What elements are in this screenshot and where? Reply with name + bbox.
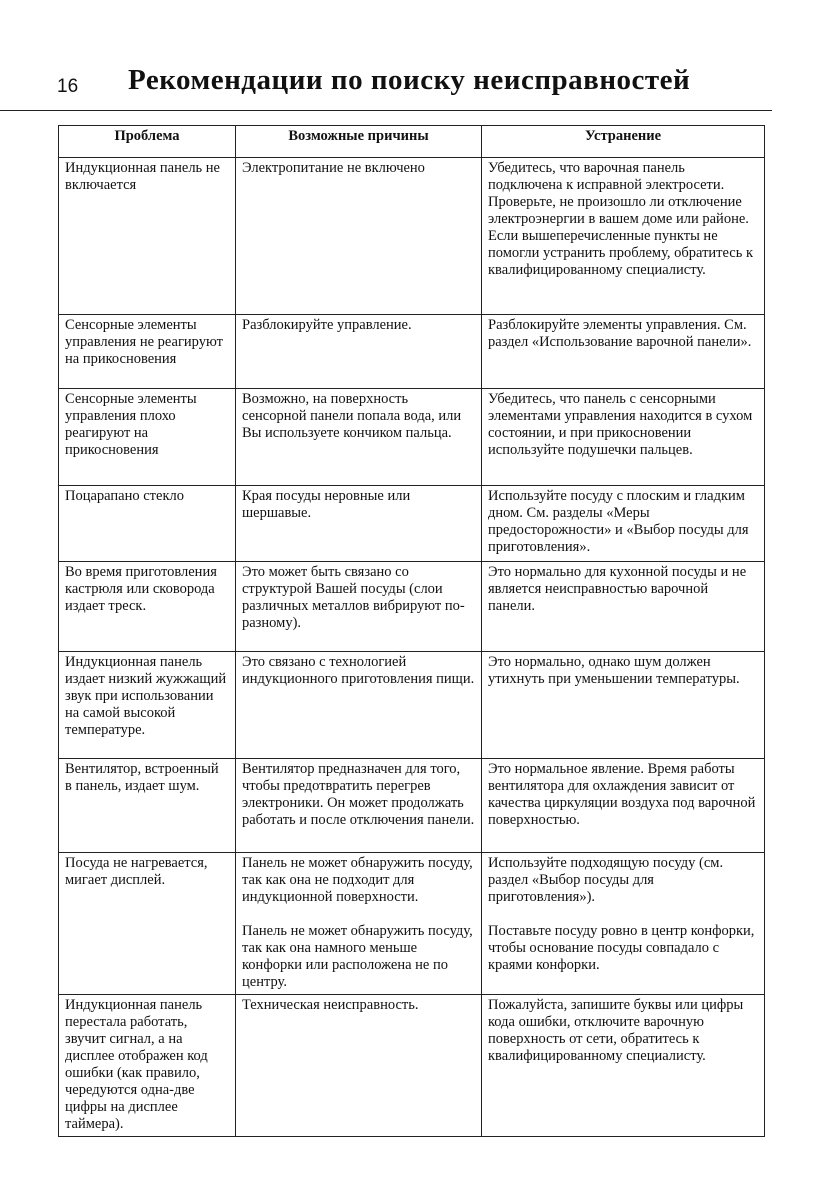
problem-cell: Посуда не нагревается, мигает дисплей. [59,853,236,995]
column-header-solution: Устранение [482,126,765,158]
table-row [59,486,765,562]
solution-text: Разблокируйте элементы управления. См. раздел «Использование варочной панели». [488,317,752,350]
solution-cell [482,759,765,853]
cause-cell [236,562,482,652]
table-row [59,562,765,652]
solution-text: Поставьте посуду ровно в центр конфорки, чтобы основание посуды совпадало с краями конфорки. [488,923,755,973]
cause-text: Возможно, на поверхность сенсорной панели попала вода, или Вы используете кончиком пальца. [242,391,462,441]
cause-text: Панель не может обнаружить посуду, так как она не подходит для индукционной поверхности. [242,855,473,905]
solution-cell [482,853,765,995]
problem-cell: Индукционная панель издает низкий жужжащий звук при использовании на самой высокой температуре. [59,652,236,759]
solution-cell [482,652,765,759]
table-row [59,759,765,853]
cause-text: Разблокируйте управление. [242,317,412,333]
solution-text: Пожалуйста, запишите буквы или цифры кода ошибки, отключите варочную поверхность от сети, обратитесь к квалифицированному специалисту. [488,997,744,1064]
cause-text: Техническая неисправность. [242,997,419,1013]
solution-cell [482,158,765,315]
problem-cell: Сенсорные элементы управления не реагируют на прикосновения [59,315,236,389]
cause-cell [236,759,482,853]
solution-cell [482,315,765,389]
table-row [59,389,765,486]
page-title: Рекомендации по поиску неисправностей [128,64,691,96]
problem-cell: Индукционная панель не включается [59,158,236,315]
table-row [59,853,765,995]
problem-cell: Индукционная панель перестала работать, звучит сигнал, а на дисплее отображен код ошибки (как правило, чередуются одна-две цифры на дисплее таймера). [59,995,236,1137]
cause-text: Электропитание не включено [242,160,425,176]
problem-cell: Сенсорные элементы управления плохо реагируют на прикосновения [59,389,236,486]
table-header-row [59,126,765,158]
header-divider [0,110,772,111]
solution-cell [482,389,765,486]
cause-cell [236,486,482,562]
column-header-causes: Возможные причины [236,126,482,158]
solution-text: Убедитесь, что варочная панель подключена к исправной электросети. Проверьте, не произошло ли отключение электроэнергии в вашем доме или районе. Если вышеперечисленные пункты не помогли устранить проблему, обратитесь к квалифицированному специалисту. [488,160,754,278]
solution-cell [482,486,765,562]
cause-text: Это связано с технологией индукционного приготовления пищи. [242,654,475,687]
cause-cell [236,389,482,486]
solution-cell [482,995,765,1137]
table-row [59,995,765,1137]
cause-cell [236,995,482,1137]
solution-text: Это нормально для кухонной посуды и не является неисправностью варочной панели. [488,564,747,614]
cause-cell [236,652,482,759]
cause-cell [236,158,482,315]
solution-cell [482,562,765,652]
cause-cell [236,853,482,995]
page-number: 16 [57,76,79,97]
cause-cell [236,315,482,389]
troubleshooting-table [58,125,765,1137]
cause-text: Это может быть связано со структурой Вашей посуды (слои различных металлов вибрируют по-разному). [242,564,465,631]
solution-text: Это нормальное явление. Время работы вентилятора для охлаждения зависит от качества циркуляции воздуха под варочной поверхностью. [488,761,756,828]
solution-text: Используйте подходящую посуду (см. раздел «Выбор посуды для приготовления»). [488,855,724,905]
cause-text: Края посуды неровные или шершавые. [242,488,411,521]
table-row [59,652,765,759]
problem-cell: Поцарапано стекло [59,486,236,562]
problem-cell: Вентилятор, встроенный в панель, издает шум. [59,759,236,853]
solution-text: Это нормально, однако шум должен утихнуть при уменьшении температуры. [488,654,740,687]
cause-text: Вентилятор предназначен для того, чтобы предотвратить перегрев электроники. Он может продолжать работать и после отключения панели. [242,761,475,828]
table-row [59,315,765,389]
cause-text: Панель не может обнаружить посуду, так как она намного меньше конфорки или расположена не по центру. [242,923,473,990]
table-row [59,158,765,315]
problem-cell: Во время приготовления кастрюля или сковорода издает треск. [59,562,236,652]
column-header-problem: Проблема [59,126,236,158]
solution-text: Убедитесь, что панель с сенсорными элементами управления находится в сухом состоянии, и при прикосновении используйте подушечки пальцев. [488,391,753,458]
solution-text: Используйте посуду с плоским и гладким дном. См. разделы «Меры предосторожности» и «Выбор посуды для приготовления». [488,488,749,555]
